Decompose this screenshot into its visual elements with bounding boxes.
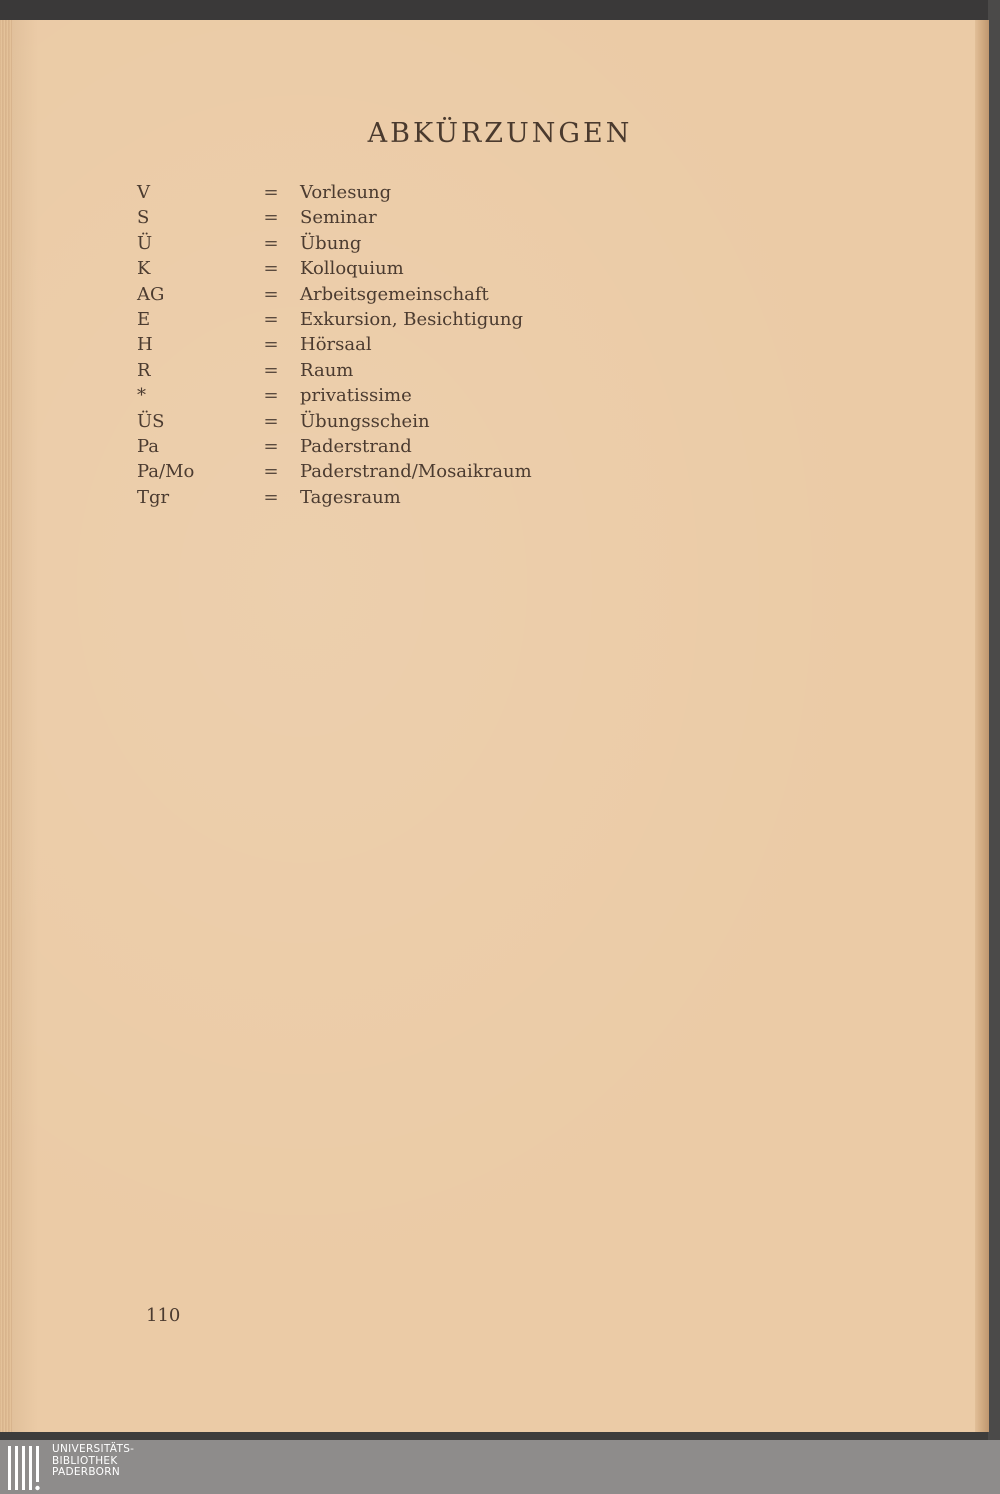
abbreviation-key: AG: [137, 283, 165, 305]
equals-sign: =: [263, 258, 279, 280]
abbreviation-meaning: Seminar: [300, 207, 377, 229]
abbreviation-key: E: [137, 308, 151, 330]
library-name-line: BIBLIOTHEK: [52, 1454, 118, 1467]
equals-sign: =: [263, 283, 279, 305]
abbreviation-key: H: [137, 334, 153, 356]
abbreviation-key: V: [137, 182, 150, 203]
equals-sign: =: [263, 207, 279, 229]
abbreviation-meaning: Tagesraum: [300, 486, 401, 508]
page-right-edge: [975, 20, 989, 1432]
abbreviation-meaning: privatissime: [300, 385, 412, 407]
scan-right-border: [988, 0, 1000, 1440]
abbreviation-key: S: [137, 207, 150, 229]
equals-sign: =: [263, 461, 279, 483]
abbreviation-meaning: Vorlesung: [300, 182, 392, 203]
equals-sign: =: [263, 410, 279, 432]
equals-sign: =: [263, 182, 279, 203]
equals-sign: =: [263, 232, 279, 254]
abbreviation-key: Ü: [137, 232, 153, 254]
abbreviation-meaning: Exkursion, Besichtigung: [300, 308, 524, 330]
abbreviation-meaning: Paderstrand/Mosaikraum: [300, 461, 532, 483]
abbreviation-meaning: Übungsschein: [300, 410, 430, 432]
abbreviation-key: Tgr: [137, 486, 170, 508]
abbreviation-meaning: Kolloquium: [300, 258, 404, 280]
library-logo-icon: [8, 1444, 44, 1492]
abbreviation-key: *: [137, 385, 146, 407]
abbreviation-meaning: Hörsaal: [300, 334, 372, 356]
equals-sign: =: [263, 334, 279, 356]
library-name: [52, 1444, 134, 1479]
equals-sign: =: [263, 435, 279, 457]
abbreviation-meaning: Raum: [300, 359, 354, 381]
abbreviation-key: R: [137, 359, 151, 381]
page-stack-left-edge: [0, 20, 12, 1432]
abbreviation-key: ÜS: [137, 410, 165, 432]
equals-sign: =: [263, 359, 279, 381]
page-number: 110: [146, 1305, 181, 1326]
abbreviation-meaning: Übung: [300, 232, 362, 254]
library-footer-bar: [0, 1440, 1000, 1494]
page-title: ABKÜRZUNGEN: [367, 118, 633, 149]
abbreviation-key: Pa/Mo: [137, 461, 195, 483]
scan-top-border: [0, 0, 1000, 22]
abbreviation-meaning: Paderstrand: [300, 435, 412, 457]
equals-sign: =: [263, 486, 279, 508]
abbreviation-key: Pa: [137, 435, 160, 457]
library-name-line: PADERBORN: [52, 1466, 120, 1478]
abbreviation-key: K: [137, 258, 151, 280]
equals-sign: =: [263, 385, 279, 407]
library-name-line: UNIVERSITÄTS-: [52, 1443, 135, 1455]
abbreviation-meaning: Arbeitsgemeinschaft: [300, 283, 489, 305]
equals-sign: =: [263, 308, 279, 330]
